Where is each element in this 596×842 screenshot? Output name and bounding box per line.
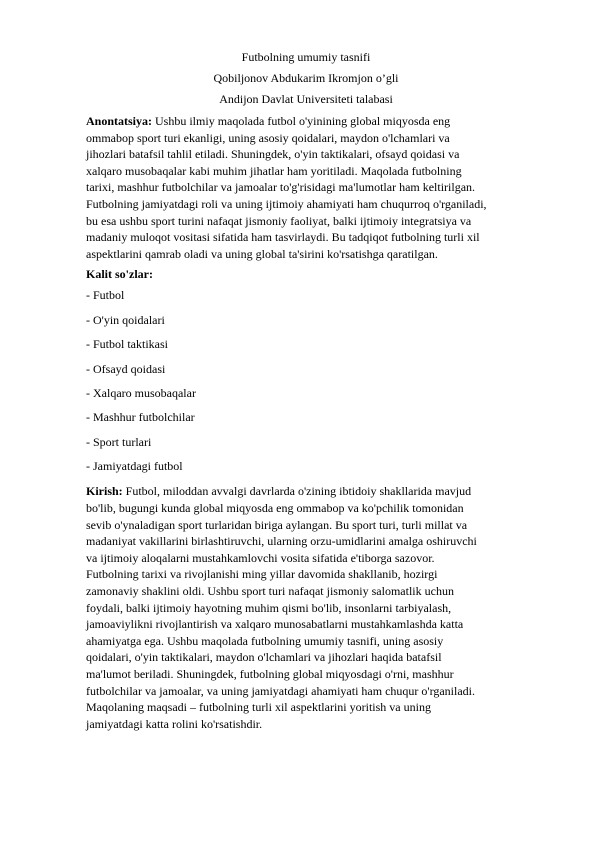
article-title: Futbolning umumiy tasnifi — [241, 50, 371, 64]
introduction-paragraph — [86, 483, 526, 732]
author-name: Qobiljonov Abdukarim Ikromjon o’gli — [213, 71, 399, 85]
keywords-list — [86, 288, 526, 473]
keyword-item: - Ofsayd qoidasi — [86, 361, 166, 376]
keyword-item: - Sport turlari — [86, 434, 152, 449]
keywords-heading: Kalit so'zlar: — [86, 267, 153, 282]
keyword-item: - Jamiyatdagi futbol — [86, 459, 183, 474]
author-affiliation: Andijon Davlat Universiteti talabasi — [219, 92, 393, 106]
abstract-paragraph — [86, 113, 526, 262]
keyword-item: - O'yin qoidalari — [86, 312, 165, 327]
keyword-item: - Mashhur futbolchilar — [86, 410, 195, 425]
document-page — [86, 50, 526, 732]
keyword-item: - Futbol taktikasi — [86, 337, 168, 352]
keyword-item: - Futbol — [86, 288, 125, 303]
abstract-text: Ushbu ilmiy maqolada futbol o'yinining global miqyosda eng ommabop sport turi ekanligi, uning asosiy qoidalari, maydon o'lchamlari va jihozlari batafsil tahlil etiladi. Shuningdek, o'yin taktikalari, ofsayd qoidasi va xalqaro musobaqalar kabi muhim jihatlar ham yoritiladi. Maqolada futbolning tarixi, mashhur futbolchilar va jamoalar to'g'risidagi ma'lumotlar ham keltirilgan. Futbolning jamiyatdagi roli va uning ijtimoiy ahamiyati ham chuqurroq o'rganiladi, bu esa ushbu sport turini nafaqat jismoniy faoliyat, balki ijtimoiy integratsiya va madaniy muloqot vositasi sifatida ham tasvirlaydi. Bu tadqiqot futbolning turli xil aspektlarini qamrab oladi va uning global ta'sirini ko'rsatishga qaratilgan. — [86, 114, 487, 261]
keyword-item: - Xalqaro musobaqalar — [86, 385, 196, 400]
introduction-text: Futbol, miloddan avvalgi davrlarda o'zining ibtidoiy shakllarida mavjud bo'lib, bugungi kunda global miqyosda eng ommabop va ko'pchilik tomonidan sevib o'ynaladigan sport turlaridan biriga aylangan. Bu sport turi, turli millat va madaniyat vakillarini birlashtiruvchi, ularning orzu-umidlarini amalga oshiruvchi va ijtimoiy aloqalarni mustahkamlovchi vosita sifatida e'tiborga sazovor. Futbolning tarixi va rivojlanishi ming yillar davomida shakllanib, hozirgi zamonaviy shaklini oldi. Ushbu sport turi nafaqat jismoniy salomatlik uchun foydali, balki ijtimoiy hayotning muhim qismi bo'lib, insonlarni tarbiyalash, jamoaviylikni rivojlantirish va xalqaro munosabatlarni mustahkamlashda katta ahamiyatga ega. Ushbu maqolada futbolning umumiy tasnifi, uning asosiy qoidalari, o'yin taktikalari, maydon o'lchamlari va jihozlari haqida batafsil ma'lumot beriladi. Shuningdek, futbolning global miqyosdagi o'rni, mashhur futbolchilar va jamoalar, va uning jamiyatdagi ahamiyati ham chuqur o'rganiladi. Maqolaning maqsadi – futbolning turli xil aspektlarini yoritish va uning jamiyatdagi katta rolini ko'rsatishdir. — [86, 484, 477, 731]
abstract-label: Anontatsiya: — [86, 114, 153, 128]
introduction-label: Kirish: — [86, 484, 123, 499]
